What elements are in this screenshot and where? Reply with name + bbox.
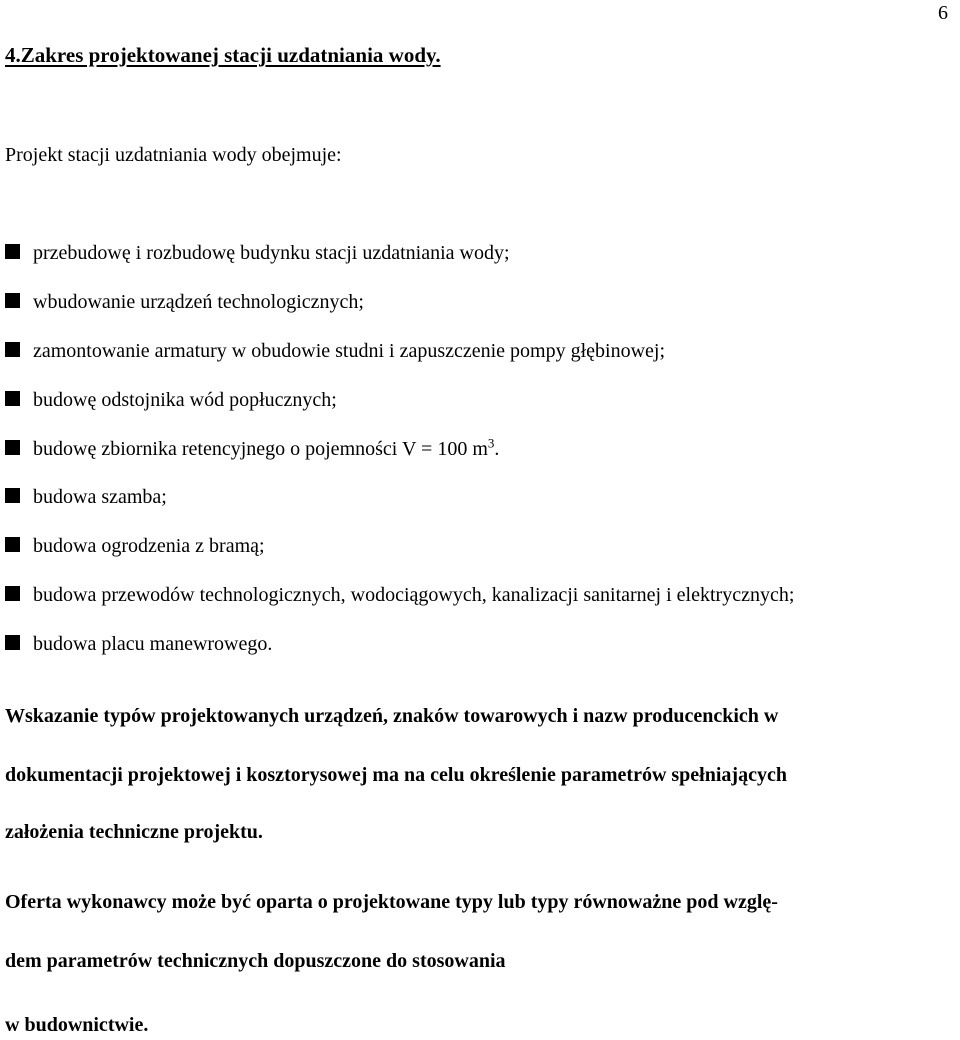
notice-line-2: dokumentacji projektowej i kosztorysowej ma na celu określenie parametrów spełniających — [5, 764, 787, 786]
square-bullet-icon — [5, 586, 20, 601]
page-number: 6 — [938, 2, 948, 24]
square-bullet-icon — [5, 635, 20, 650]
square-bullet-icon — [5, 391, 20, 406]
list-item-suffix: . — [494, 437, 500, 460]
square-bullet-icon — [5, 440, 20, 455]
notice-line-1: Wskazanie typów projektowanych urządzeń, znaków towarowych i nazw producenckich w — [5, 705, 779, 727]
list-item-text: budowa przewodów technologicznych, wodociągowych, kanalizacji sanitarnej i elektrycznych; — [33, 584, 795, 607]
intro-text: Projekt stacji uzdatniania wody obejmuje: — [5, 144, 342, 166]
list-item-main-text: budowę zbiornika retencyjnego o pojemności V = 100 m — [33, 437, 488, 460]
square-bullet-icon — [5, 293, 20, 308]
square-bullet-icon — [5, 537, 20, 552]
list-item-text — [33, 434, 500, 461]
notice-line-3: założenia techniczne projektu. — [5, 821, 263, 843]
section-heading: 4.Zakres projektowanej stacji uzdatniania wody. — [5, 43, 441, 67]
square-bullet-icon — [5, 342, 20, 357]
list-item-text: budowę odstojnika wód popłucznych; — [33, 388, 337, 411]
offer-line-1: Oferta wykonawcy może być oparta o projektowane typy lub typy równoważne pod wzglę- — [5, 891, 778, 913]
list-item-text: zamontowanie armatury w obudowie studni i zapuszczenie pompy głębinowej; — [33, 339, 666, 362]
offer-line-3: w budownictwie. — [5, 1014, 149, 1036]
list-item-text: budowa szamba; — [33, 486, 167, 509]
square-bullet-icon — [5, 244, 20, 259]
square-bullet-icon — [5, 488, 20, 503]
list-item-text: wbudowanie urządzeń technologicznych; — [33, 290, 364, 313]
offer-line-2: dem parametrów technicznych dopuszczone do stosowania — [5, 950, 506, 972]
list-item-text: budowa ogrodzenia z bramą; — [33, 535, 265, 558]
list-item-text: przebudowę i rozbudowę budynku stacji uzdatniania wody; — [33, 242, 510, 264]
superscript-exponent: 3 — [487, 434, 495, 450]
list-item-text: budowa placu manewrowego. — [33, 633, 273, 656]
